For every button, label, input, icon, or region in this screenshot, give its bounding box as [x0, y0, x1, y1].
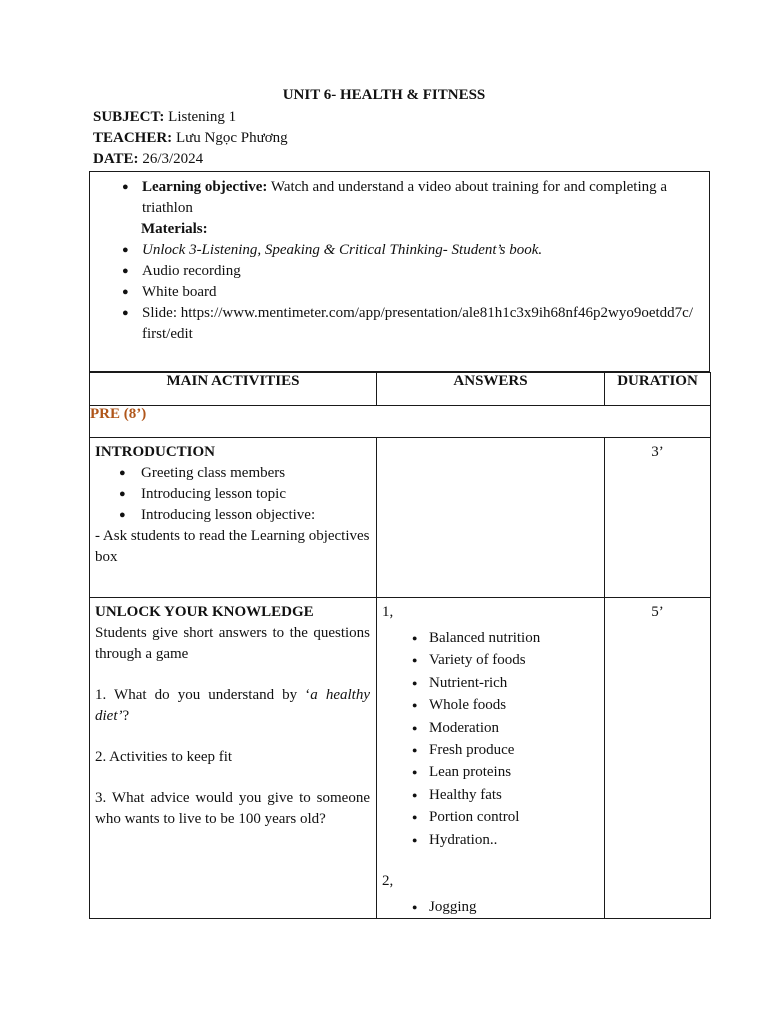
unlock-activity-cell	[90, 598, 377, 919]
objectives-box	[89, 171, 710, 372]
answer-2-list	[382, 896, 598, 918]
list-item: ● Nutrient-rich	[382, 672, 598, 694]
list-item: ● Introducing lesson objective:	[95, 505, 370, 526]
question-1: 1. What do you understand by ‘a healthy diet’?	[95, 687, 370, 724]
table-header-row	[90, 373, 711, 406]
header-answers: ANSWERS	[377, 373, 605, 406]
introduction-answer-cell	[377, 438, 605, 598]
objective-list	[92, 177, 702, 219]
introduction-title: INTRODUCTION	[95, 444, 216, 460]
introduction-list	[95, 463, 370, 526]
activities-table	[89, 372, 711, 919]
materials-label: Materials:	[141, 221, 208, 237]
introduction-duration: 3’	[651, 444, 664, 460]
date-label: DATE:	[93, 151, 139, 167]
teacher-value: Lưu Ngọc Phương	[172, 130, 288, 146]
introduction-duration-cell	[605, 438, 711, 598]
introduction-activity-cell	[90, 438, 377, 598]
list-item: ● Moderation	[382, 717, 598, 739]
subject-line	[93, 107, 236, 128]
list-item: ● Variety of foods	[382, 649, 598, 671]
learning-objective-text: Watch and understand a video about training for and completing a triathlon	[142, 179, 668, 216]
material-item: ● White board	[92, 282, 702, 303]
header-duration: DURATION	[605, 373, 711, 406]
list-item: ● Hydration..	[382, 829, 598, 851]
list-item: ● Fresh produce	[382, 739, 598, 761]
list-item: ● Portion control	[382, 806, 598, 828]
list-item: ● Greeting class members	[95, 463, 370, 484]
material-item: ● Audio recording	[92, 261, 702, 282]
list-item: ● Lean proteins	[382, 761, 598, 783]
materials-list	[92, 240, 702, 345]
pre-stage-label: PRE (8’)	[90, 406, 147, 422]
introduction-note: - Ask students to read the Learning objectives box	[95, 528, 370, 565]
unlock-duration: 5’	[651, 604, 664, 620]
learning-objective-label: Learning objective:	[142, 179, 268, 195]
unlock-intro: Students give short answers to the questions through a game	[95, 625, 370, 662]
unlock-title: UNLOCK YOUR KNOWLEDGE	[95, 604, 314, 620]
unlock-answer-cell	[377, 598, 605, 919]
pre-stage-cell	[90, 406, 711, 438]
table-row-unlock	[90, 598, 711, 919]
header-main-activities: MAIN ACTIVITIES	[90, 373, 377, 406]
teacher-line	[93, 128, 288, 149]
list-item: ● Introducing lesson topic	[95, 484, 370, 505]
subject-label: SUBJECT:	[93, 109, 165, 125]
unlock-duration-cell	[605, 598, 711, 919]
answer-1-label: 1,	[382, 604, 394, 620]
date-value: 26/3/2024	[138, 151, 204, 167]
answer-2-label: 2,	[382, 873, 394, 890]
list-item: ● Healthy fats	[382, 784, 598, 806]
table-row-introduction	[90, 438, 711, 598]
material-item: ● Unlock 3-Listening, Speaking & Critical Thinking- Student’s book.	[92, 240, 702, 261]
learning-objective-item	[92, 177, 702, 219]
list-item: ● Whole foods	[382, 694, 598, 716]
date-line	[93, 149, 203, 170]
answer-1-list	[382, 627, 598, 851]
subject-value: Listening 1	[164, 109, 237, 125]
teacher-label: TEACHER:	[93, 130, 173, 146]
pre-stage-row	[90, 406, 711, 438]
material-item-slide-link[interactable]: ● Slide: https://www.mentimeter.com/app/presentation/ale81h1c3x9ih68nf46p2wyo9oetdd7c/first/edit	[92, 303, 702, 345]
list-item: ● Jogging	[382, 896, 598, 918]
question-3: 3. What advice would you give to someone who wants to live to be 100 years old?	[95, 790, 370, 827]
question-2: 2. Activities to keep fit	[95, 749, 233, 765]
document-title: UNIT 6- HEALTH & FITNESS	[282, 87, 486, 103]
list-item: ● Balanced nutrition	[382, 627, 598, 649]
